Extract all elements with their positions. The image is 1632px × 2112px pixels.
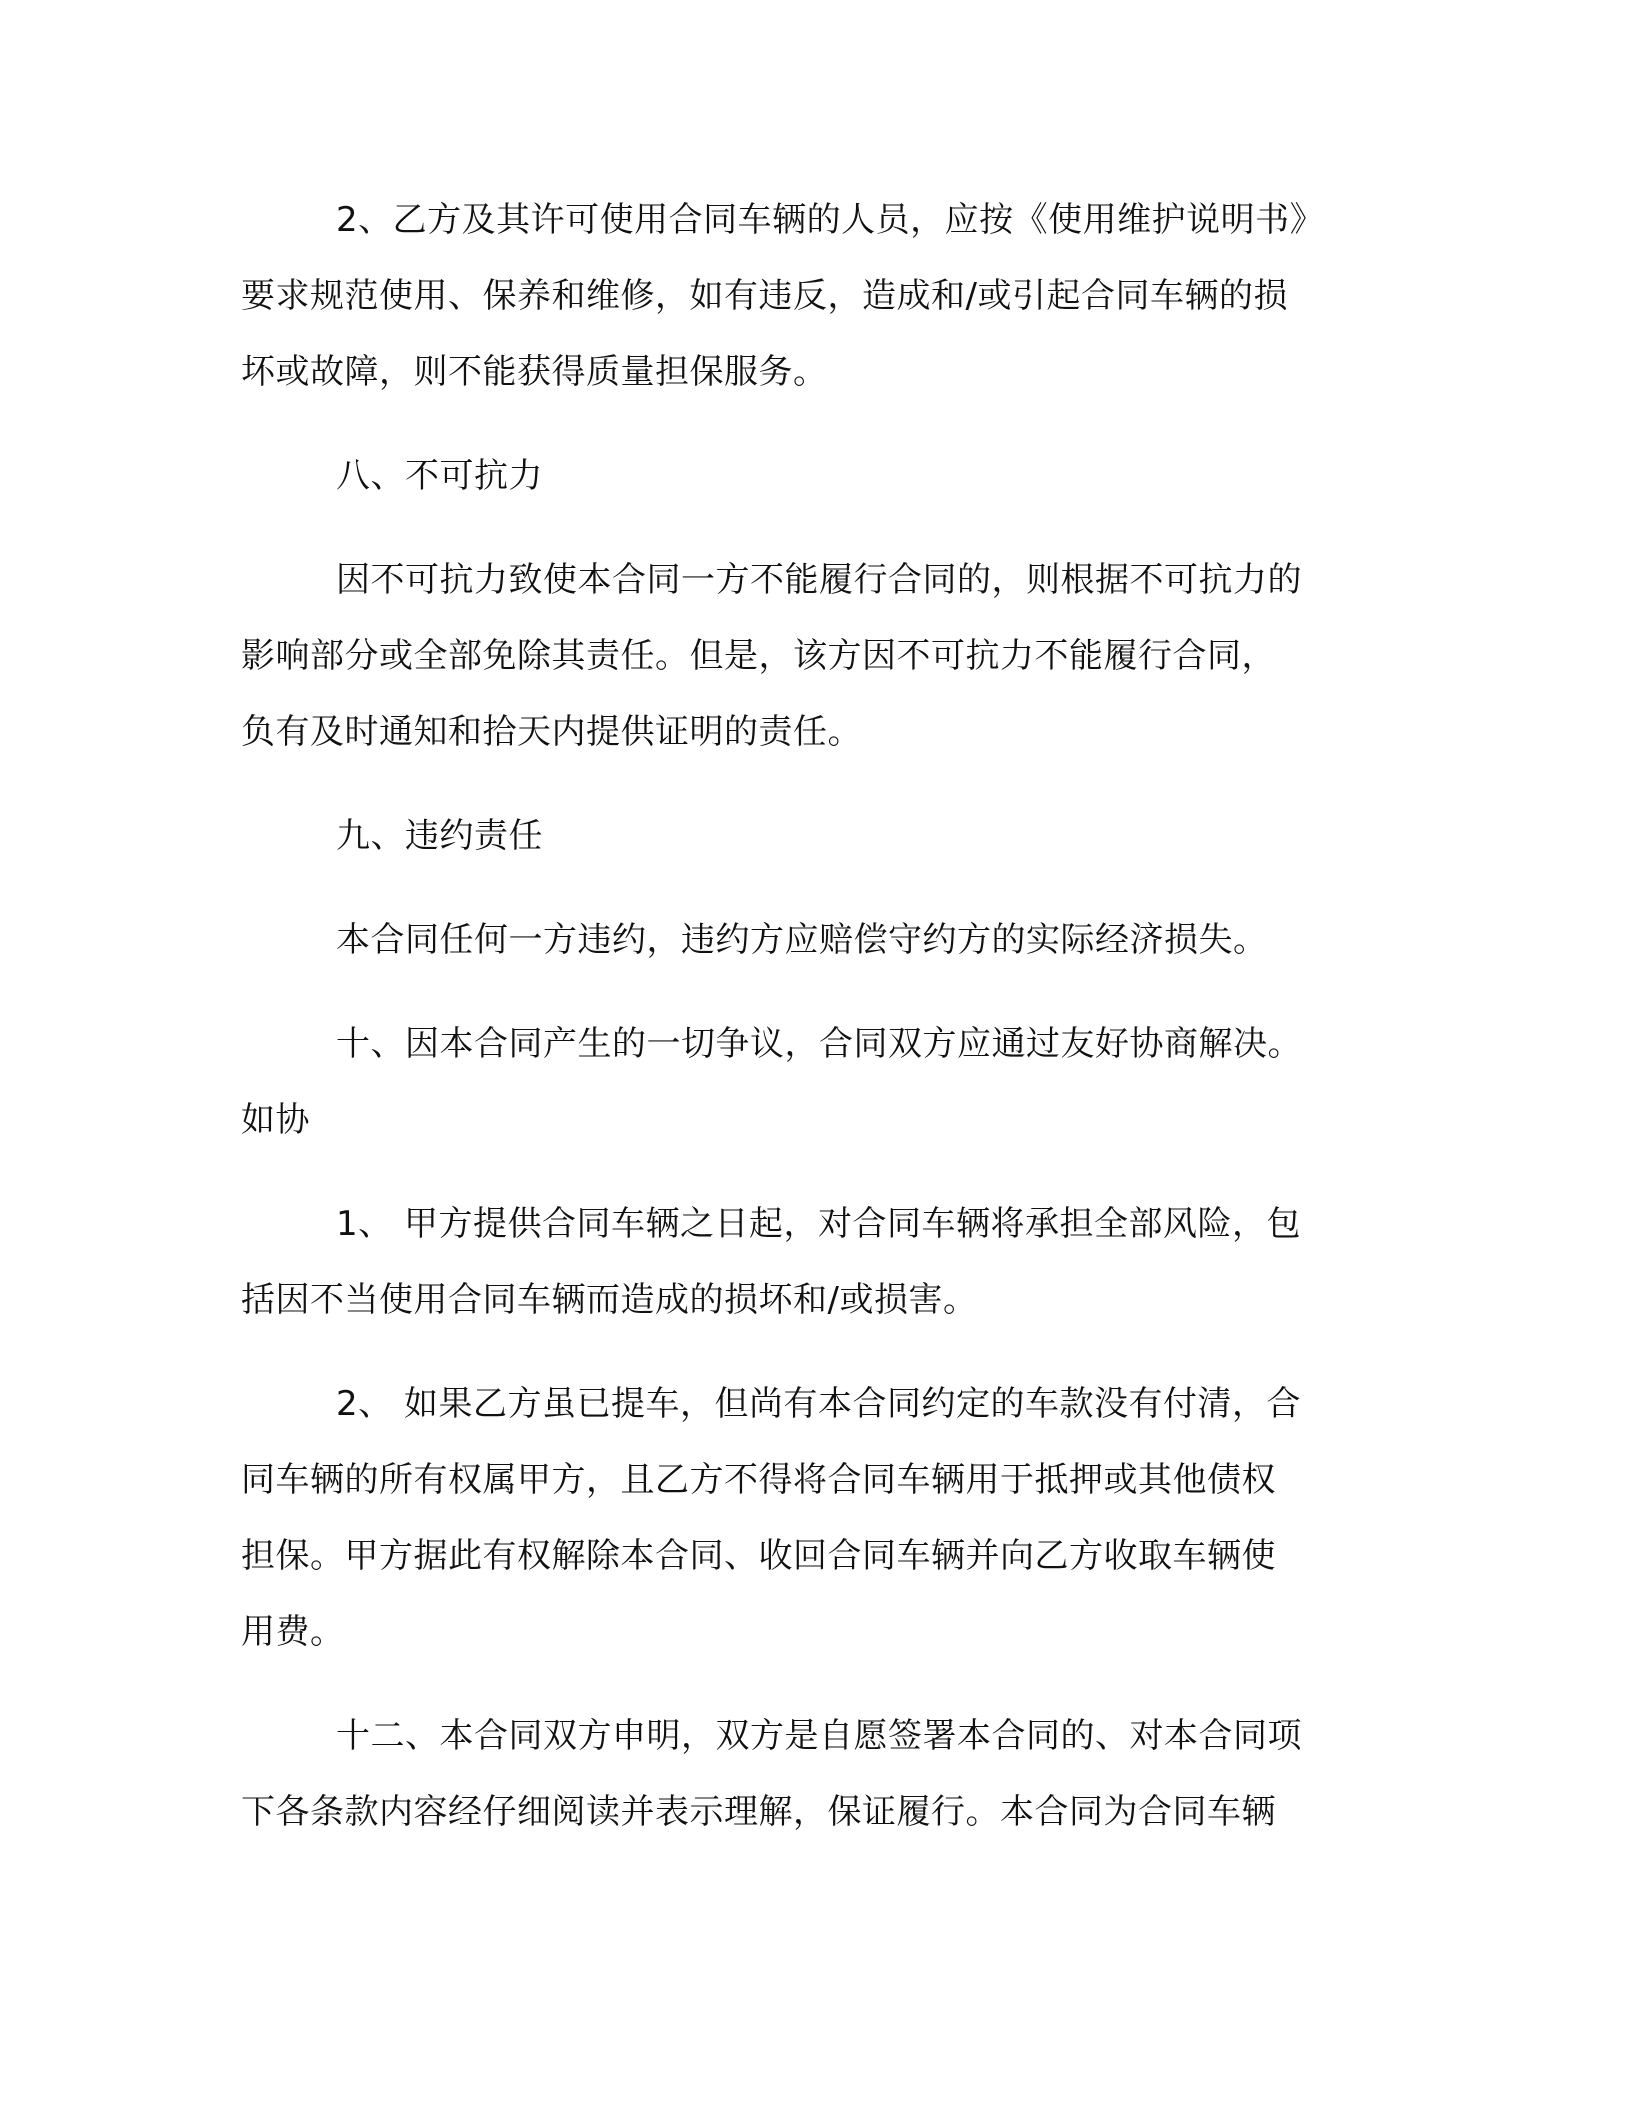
clause-11-2-line-3: 担保。甲方据此有权解除本合同、收回合同车辆并向乙方收取车辆使	[241, 1536, 1276, 1576]
clause-7-2-line-1: 2、乙方及其许可使用合同车辆的人员，应按《使用维护说明书》	[336, 200, 1325, 240]
clause-11-2-line-4: 用费。	[241, 1612, 345, 1652]
clause-11-2-line-2: 同车辆的所有权属甲方，且乙方不得将合同车辆用于抵押或其他债权	[241, 1460, 1276, 1500]
section-8-line-1: 因不可抗力致使本合同一方不能履行合同的，则根据不可抗力的	[336, 560, 1302, 600]
section-10-line-1: 十、因本合同产生的一切争议，合同双方应通过友好协商解决。	[336, 1024, 1302, 1064]
section-9-heading: 九、违约责任	[336, 816, 543, 856]
section-12-line-1: 十二、本合同双方申明，双方是自愿签署本合同的、对本合同项	[336, 1716, 1302, 1756]
clause-11-2-line-1: 2、 如果乙方虽已提车，但尚有本合同约定的车款没有付清，合	[336, 1384, 1301, 1424]
section-8-heading: 八、不可抗力	[336, 456, 543, 496]
clause-11-1-line-1: 1、 甲方提供合同车辆之日起，对合同车辆将承担全部风险，包	[336, 1204, 1301, 1244]
section-8-line-2: 影响部分或全部免除其责任。但是，该方因不可抗力不能履行合同，	[241, 636, 1276, 676]
clause-11-1-line-2: 括因不当使用合同车辆而造成的损坏和/或损害。	[241, 1280, 978, 1320]
clause-7-2-line-3: 坏或故障，则不能获得质量担保服务。	[241, 352, 828, 392]
section-12-line-2: 下各条款内容经仔细阅读并表示理解，保证履行。本合同为合同车辆	[241, 1792, 1276, 1832]
section-10-line-2: 如协	[241, 1100, 310, 1140]
section-8-line-3: 负有及时通知和拾天内提供证明的责任。	[241, 712, 862, 752]
section-9-line-1: 本合同任何一方违约，违约方应赔偿守约方的实际经济损失。	[336, 920, 1268, 960]
clause-7-2-line-2: 要求规范使用、保养和维修，如有违反，造成和/或引起合同车辆的损	[241, 276, 1288, 316]
